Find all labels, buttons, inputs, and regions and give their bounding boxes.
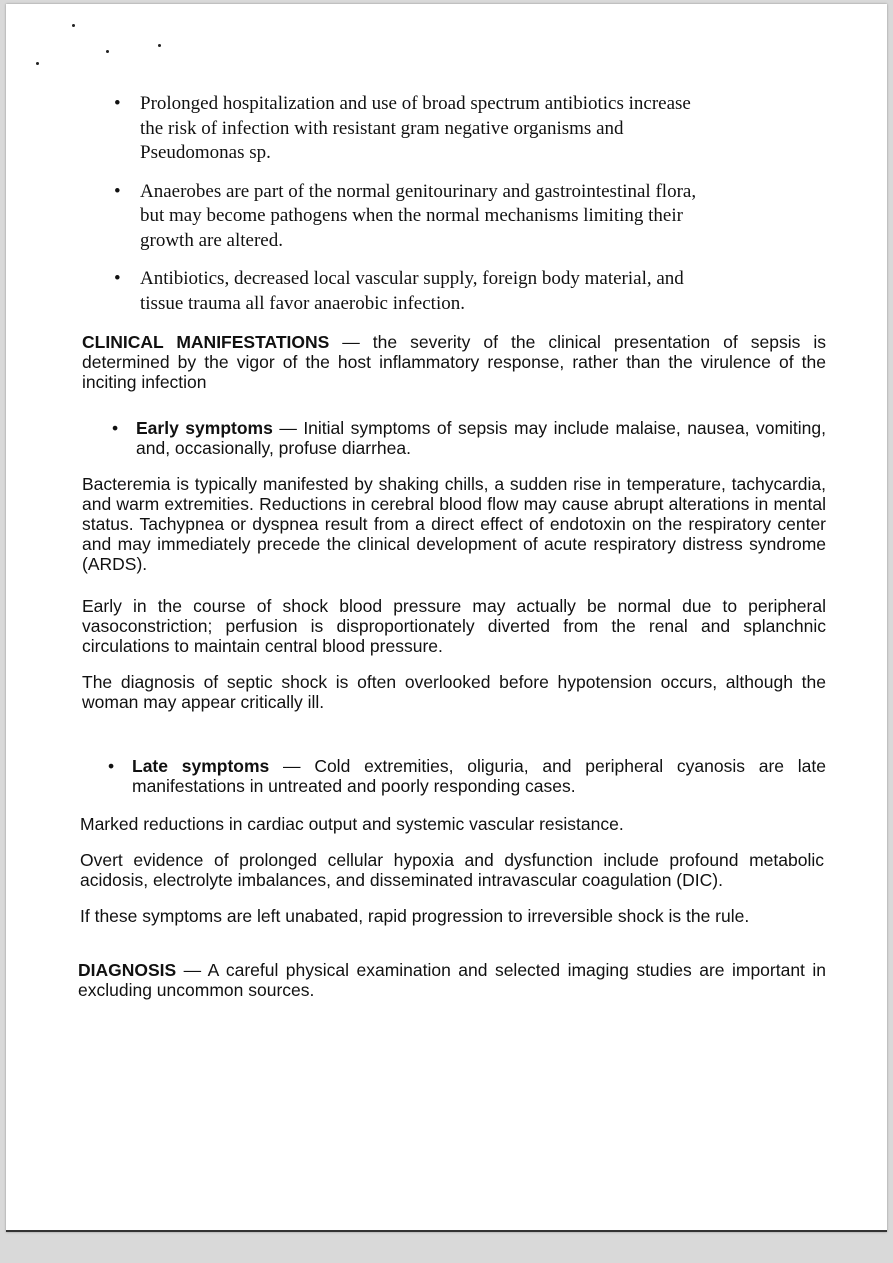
early-body: Initial symptoms of sepsis may include malaise, nausea, vomiting, and, occasionally, profuse diarrhea. — [136, 418, 826, 458]
late-heading: Late symptoms — [132, 756, 270, 776]
early-symptoms-text — [106, 418, 826, 458]
irreversible-shock-paragraph: If these symptoms are left unabated, rapid progression to irreversible shock is the rule. — [80, 906, 750, 926]
list-item — [108, 267, 708, 316]
list-item — [108, 180, 708, 254]
list-item-text: Antibiotics, decreased local vascular supply, foreign body material, and tissue trauma all favor anaerobic infection. — [140, 268, 684, 314]
bullet-icon: • — [114, 93, 121, 114]
clinical-text: the severity of the clinical presentation of sepsis is determined by the vigor of the host inflammatory response, rather than the virulence of the inciting infection — [82, 332, 826, 392]
bullet-icon: • — [108, 756, 115, 776]
diagnosis-heading: DIAGNOSIS — [78, 960, 177, 980]
cardiac-output-paragraph: Marked reductions in cardiac output and systemic vascular resistance. — [80, 814, 624, 834]
scan-speck — [106, 50, 109, 53]
scan-speck — [72, 24, 75, 27]
serif-bullet-list — [108, 92, 708, 330]
page-bottom-edge — [6, 1230, 887, 1232]
early-heading: Early symptoms — [136, 418, 273, 438]
cellular-hypoxia-paragraph: Overt evidence of prolonged cellular hypoxia and dysfunction include profound metabolic acidosis, electrolyte imbalances, and disseminated intravascular coagulation (DIC). — [80, 850, 824, 890]
dash: — — [269, 756, 315, 776]
late-symptoms-text — [102, 756, 826, 796]
list-item-text: Prolonged hospitalization and use of broad spectrum antibiotics increase the risk of infection with resistant gram negative organisms and Pseudomonas sp. — [140, 93, 691, 163]
list-item-text: Anaerobes are part of the normal genitourinary and gastrointestinal flora, but may become pathogens when the normal mechanisms limiting their growth are altered. — [140, 180, 697, 251]
dash: — — [176, 960, 208, 980]
blood-pressure-paragraph: Early in the course of shock blood pressure may actually be normal due to peripheral vasoconstriction; perfusion is disproportionately diverted from the renal and splanchnic circulations to maintain central blood pressure. — [82, 596, 826, 656]
scan-speck — [158, 44, 161, 47]
late-body: Cold extremities, oliguria, and peripheral cyanosis are late manifestations in untreated and poorly responding cases. — [132, 756, 826, 796]
dash: — — [272, 418, 304, 438]
early-symptoms-item — [106, 418, 826, 458]
clinical-heading: CLINICAL MANIFESTATIONS — [82, 332, 330, 352]
dash: — — [329, 332, 373, 352]
clinical-manifestations-paragraph — [82, 332, 826, 392]
diagnosis-text: A careful physical examination and selected imaging studies are important in excluding uncommon sources. — [78, 960, 826, 1000]
bullet-icon: • — [114, 268, 121, 289]
bullet-icon: • — [114, 180, 121, 202]
document-page — [6, 4, 887, 1232]
bullet-icon: • — [112, 418, 119, 438]
scan-speck — [36, 62, 39, 65]
late-symptoms-item — [102, 756, 826, 796]
bacteremia-paragraph: Bacteremia is typically manifested by shaking chills, a sudden rise in temperature, tachycardia, and warm extremities. Reductions in cerebral blood flow may cause abrupt alterations in mental status. Tachypnea or dyspnea result from a direct effect of endotoxin on the respiratory center and may immediately precede the clinical development of acute respiratory distress syndrome (ARDS). — [82, 474, 826, 574]
septic-shock-paragraph: The diagnosis of septic shock is often overlooked before hypotension occurs, although the woman may appear critically ill. — [82, 672, 826, 712]
list-item — [108, 92, 708, 166]
diagnosis-paragraph — [78, 960, 826, 1000]
